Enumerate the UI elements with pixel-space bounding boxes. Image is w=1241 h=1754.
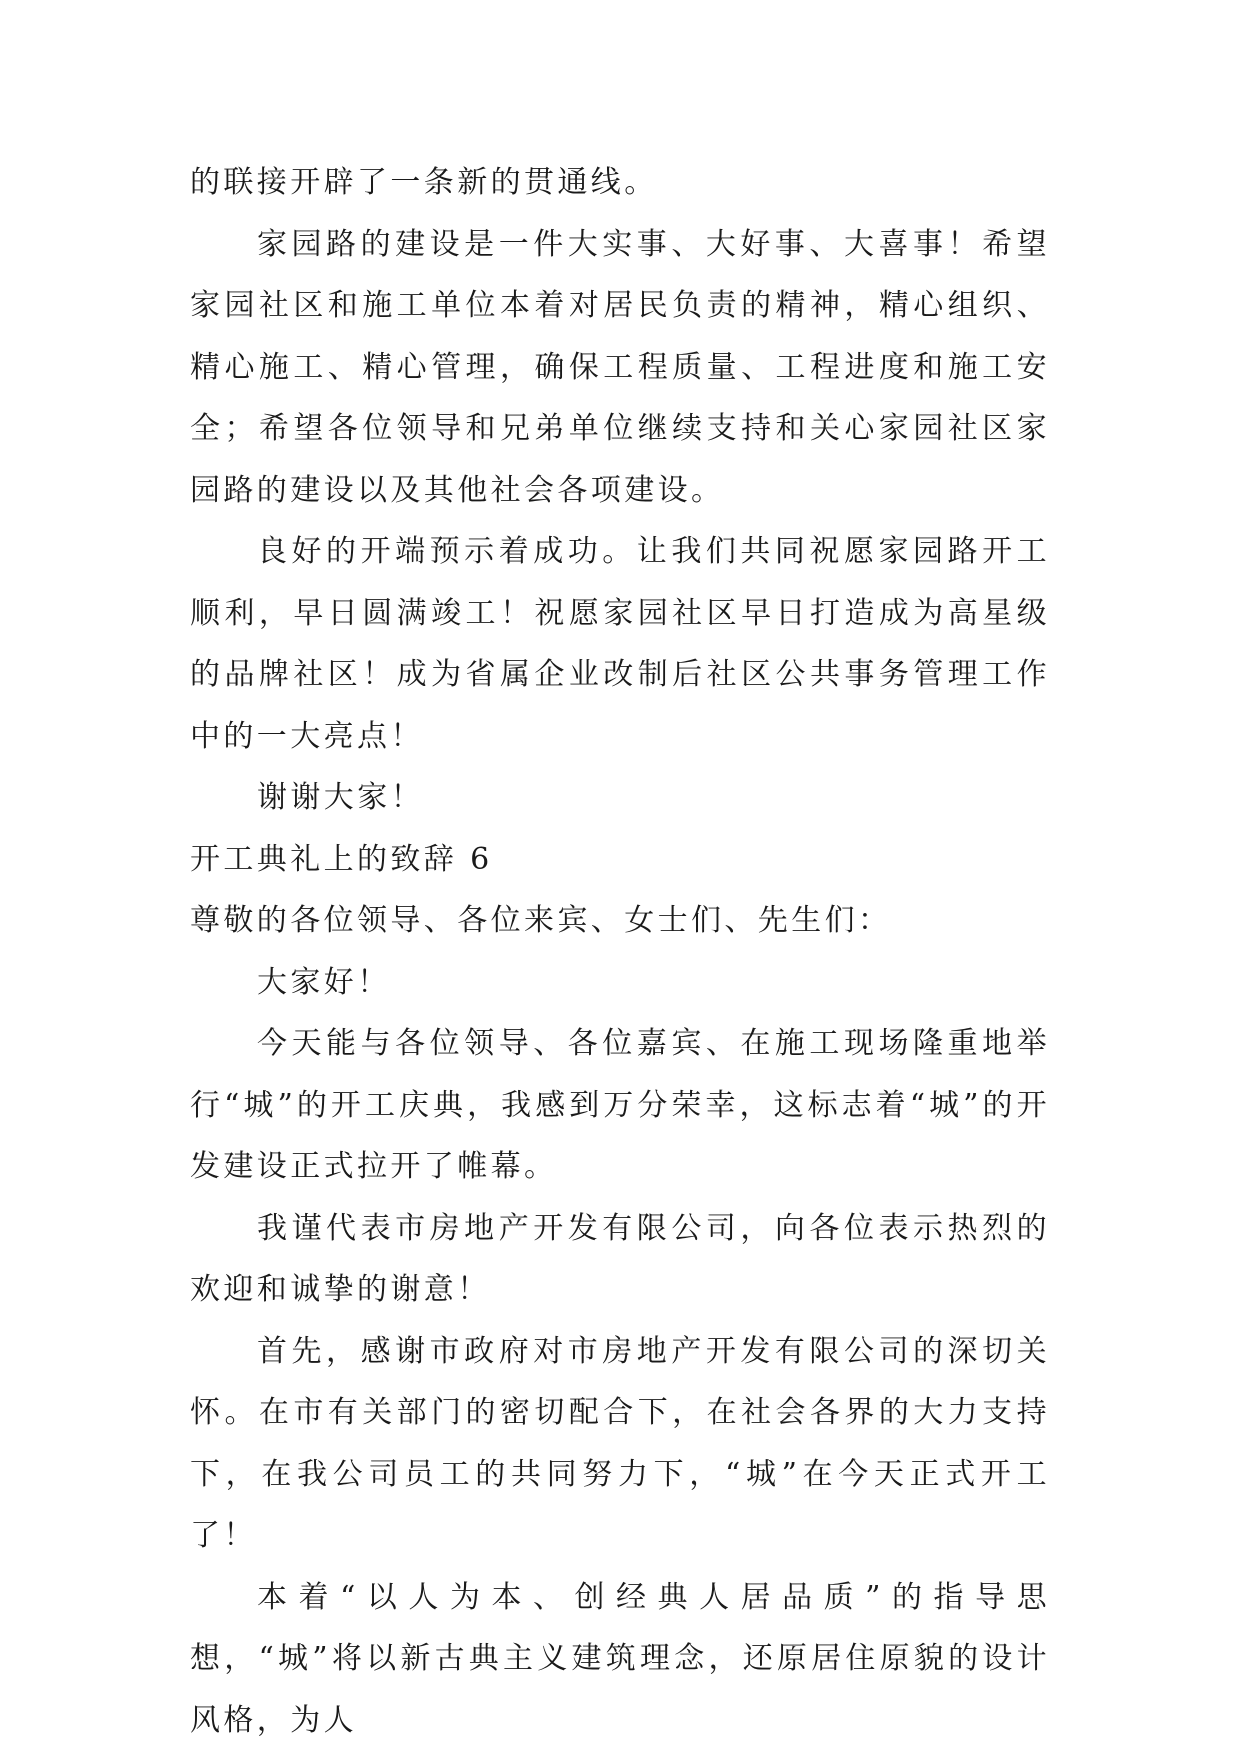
paragraph-philosophy: 本着“以人为本、创经典人居品质”的指导思想，“城”将以新古典主义建筑理念，还原居住原貌的设计风格，为人	[190, 1579, 1050, 1738]
paragraph-construction-hopes: 家园路的建设是一件大实事、大好事、大喜事！希望家园社区和施工单位本着对居民负责的精神，精心组织、精心施工、精心管理，确保工程质量、工程进度和施工安全；希望各位领导和兄弟单位继续支持和关心家园社区家园路的建设以及其他社会各项建设。	[190, 226, 1050, 508]
salutation: 尊敬的各位领导、各位来宾、女士们、先生们：	[190, 903, 892, 938]
paragraph-welcome: 我谨代表市房地产开发有限公司，向各位表示热烈的欢迎和诚挚的谢意！	[190, 1210, 1050, 1307]
paragraph-continuation: 的联接开辟了一条新的贯通线。	[190, 165, 658, 200]
greeting: 大家好！	[257, 964, 391, 1000]
paragraph-thanks: 谢谢大家！	[257, 780, 424, 815]
paragraph-good-beginning: 良好的开端预示着成功。让我们共同祝愿家园路开工顺利，早日圆满竣工！祝愿家园社区早日打造成为高星级的品牌社区！成为省属企业改制后社区公共事务管理工作中的一大亮点！	[190, 534, 1050, 754]
section-heading: 开工典礼上的致辞 6	[190, 841, 493, 877]
paragraph-gratitude: 首先，感谢市政府对市房地产开发有限公司的深切关怀。在市有关部门的密切配合下，在社会各界的大力支持下，在我公司员工的共同努力下，“城”在今天正式开工了！	[190, 1333, 1050, 1553]
paragraph-ceremony: 今天能与各位领导、各位嘉宾、在施工现场隆重地举行“城”的开工庆典，我感到万分荣幸，这标志着“城”的开发建设正式拉开了帷幕。	[190, 1026, 1050, 1184]
document-body	[190, 152, 1050, 1751]
